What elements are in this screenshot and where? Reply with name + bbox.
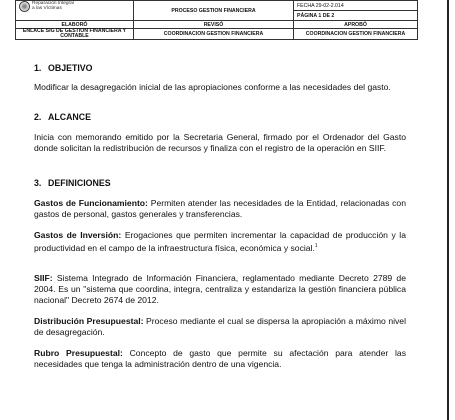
logo-text-line2: a las Víctimas: [32, 6, 62, 11]
definition-item: [34, 348, 406, 370]
definition-term: SIIF:: [34, 273, 53, 283]
fecha-cell: FECHA 29-02-2.014: [294, 1, 418, 11]
value-reviso: COORDINACION GESTION FINANCIERA: [134, 29, 294, 40]
definition-text: Proceso mediante el cual se dispersa la apropiación a máximo nivel de desagregación.: [34, 316, 406, 337]
alcance-paragraph: Inicia con memorando emitido por la Secretaria General, firmado por el Ordenador del Gasto donde solicitan la redistribución de recursos y finaliza con el registro de la operación en SIIF.: [34, 132, 406, 153]
logo-text-line1: Reparación Integral: [32, 1, 74, 6]
definition-item: [34, 316, 406, 338]
label-elaboro: ELABORÓ: [16, 21, 134, 29]
section-heading-definiciones: 3. DEFINICIONES: [34, 178, 111, 188]
definition-text: Erogaciones que permiten incrementar la capacidad de producción y la productividad en el campo de la infraestructura física, económica y social.: [34, 230, 406, 253]
pagina-cell: PÁGINA 1 DE 2: [294, 11, 418, 21]
seal-icon: [19, 1, 30, 12]
objetivo-paragraph: Modificar la desagregación inicial de las apropiaciones conforme a las necesidades del gasto.: [34, 82, 391, 92]
definition-text: Concepto de gasto que permite su afectación para atender las necesidades que tenga la administración dentro de una vigencia.: [34, 348, 406, 369]
definition-item: [34, 230, 406, 253]
definition-item: [34, 198, 406, 220]
label-aprobo: APROBÓ: [294, 21, 418, 29]
definition-term: Gastos de Inversión:: [34, 230, 122, 240]
process-title: PROCESO GESTION FINANCIERA: [134, 1, 294, 21]
label-reviso: REVISÓ: [134, 21, 294, 29]
definition-term: Rubro Presupuestal:: [34, 348, 123, 358]
page-edge-line: [447, 0, 449, 420]
definition-term: Distribución Presupuestal:: [34, 316, 144, 326]
definition-term: Gastos de Funcionamiento:: [34, 198, 148, 208]
value-elaboro: ENLACE SIG DE GESTION FINANCIERA Y CONTABLE: [16, 29, 134, 40]
footnote-marker: 1: [314, 242, 318, 249]
definition-item: [34, 273, 406, 305]
section-heading-objetivo: 1. OBJETIVO: [34, 63, 93, 73]
definition-text: Permiten atender las necesidades de la Entidad, relacionadas con gastos de personal, gastos generales y transferencias.: [34, 198, 406, 219]
value-aprobo: COORDINACION GESTION FINANCIERA: [294, 29, 418, 40]
logo-cell: [16, 1, 134, 21]
section-heading-alcance: 2. ALCANCE: [34, 112, 92, 122]
document-header: [15, 0, 417, 40]
definition-text: Sistema Integrado de Información Financiera, reglamentado mediante Decreto 2789 de 2004. Es un "sistema que coordina, integra, centraliza y estandariza la gestión financiera pública nacional" Decreto 2674 de 2012.: [34, 273, 406, 305]
